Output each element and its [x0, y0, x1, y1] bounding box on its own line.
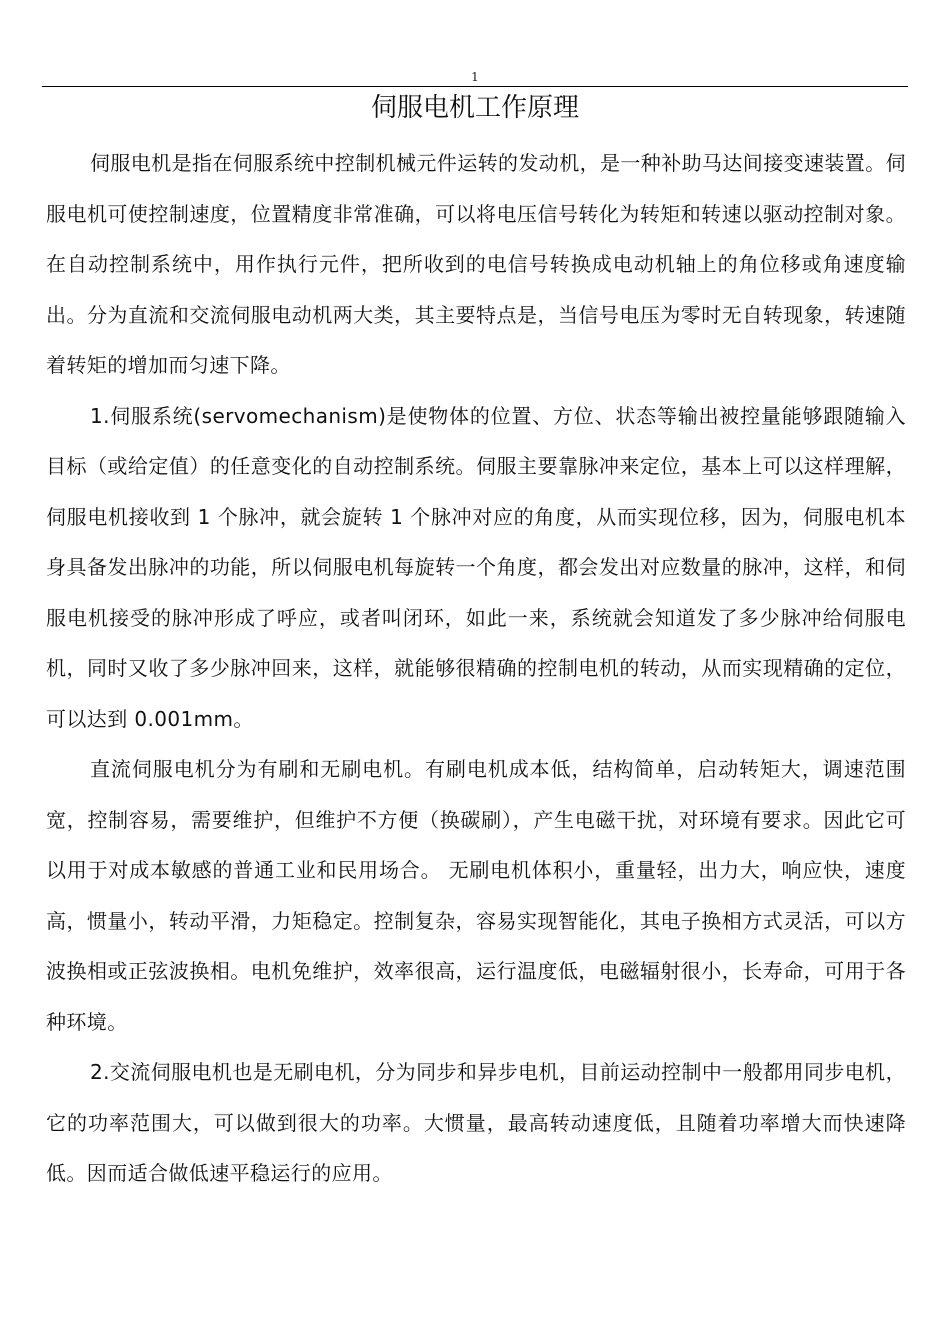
paragraph-ac-servo: 2.交流伺服电机也是无刷电机，分为同步和异步电机，目前运动控制中一般都用同步电机，它的功率范围大，可以做到很大的功率。大惯量，最高转动速度低，且随着功率增大而快速降低。因而适合做低速平稳运行的应用。 [46, 1060, 906, 1185]
paragraph-dc-servo: 直流伺服电机分为有刷和无刷电机。有刷电机成本低，结构简单，启动转矩大，调速范围宽，控制容易，需要维护，但维护不方便（换碳刷），产生电磁干扰，对环境有要求。因此它可以用于对成本敏感的普通工业和民用场合。 无刷电机体积小，重量轻，出力大，响应快，速度高，惯量小，转动平滑，力矩稳定。控制复杂，容易实现智能化，其电子换相方式灵活，可以方波换相或正弦波换相。电机免维护，效率很高，运行温度低，电磁辐射很小，长寿命，可用于各种环境。 [46, 757, 906, 1034]
document-body [46, 138, 906, 1199]
page-number: 1 [471, 70, 479, 84]
paragraph-intro: 伺服电机是指在伺服系统中控制机械元件运转的发动机，是一种补助马达间接变速装置。伺服电机可使控制速度，位置精度非常准确，可以将电压信号转化为转矩和转速以驱动控制对象。在自动控制系统中，用作执行元件，把所收到的电信号转换成电动机轴上的角位移或角速度输出。分为直流和交流伺服电动机两大类，其主要特点是，当信号电压为零时无自转现象，转速随着转矩的增加而匀速下降。 [46, 151, 906, 377]
paragraph-servo-system: 1.伺服系统(servomechanism)是使物体的位置、方位、状态等输出被控量能够跟随输入目标（或给定值）的任意变化的自动控制系统。伺服主要靠脉冲来定位，基本上可以这样理解，伺服电机接收到 1 个脉冲，就会旋转 1 个脉冲对应的角度，从而实现位移，因为，伺服电机本身具备发出脉冲的功能，所以伺服电机每旋转一个角度，都会发出对应数量的脉冲，这样，和伺服电机接受的脉冲形成了呼应，或者叫闭环，如此一来，系统就会知道发了多少脉冲给伺服电机，同时又收了多少脉冲回来，这样，就能够很精确的控制电机的转动，从而实现精确的定位，可以达到 0.001mm。 [46, 403, 906, 731]
document-title: 伺服电机工作原理 [370, 93, 579, 123]
